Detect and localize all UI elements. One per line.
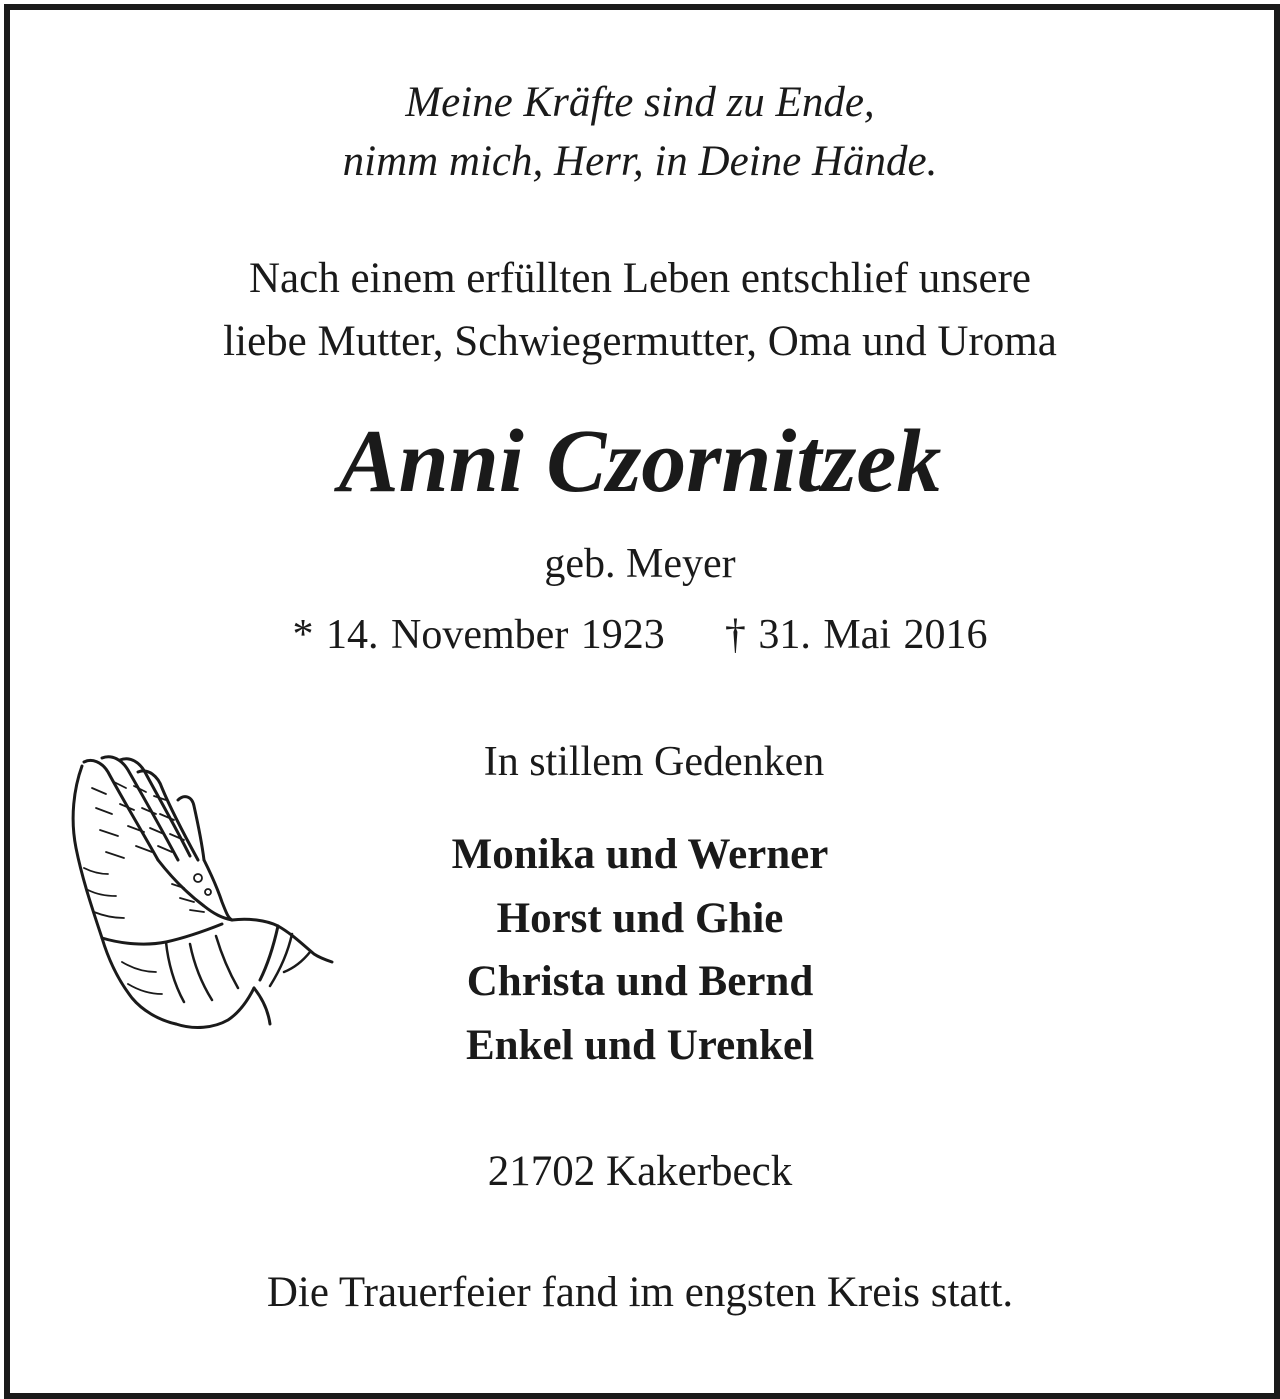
intro-line-2: liebe Mutter, Schwiegermutter, Oma und Uroma (223, 318, 1057, 365)
mourner-3: Christa und Bernd (466, 958, 814, 1005)
mourner-2: Horst und Ghie (496, 895, 784, 942)
place: 21702 Kakerbeck (487, 1148, 793, 1195)
motto-line-2: nimm mich, Herr, in Deine Hände. (342, 138, 938, 185)
deceased-name: Anni Czornitzek (338, 412, 942, 511)
mourner-1: Monika und Werner (451, 831, 829, 878)
motto-line-1: Meine Kräfte sind zu Ende, (405, 79, 875, 126)
mourner-4: Enkel und Urenkel (465, 1022, 815, 1069)
closing-note: Die Trauerfeier fand im engsten Kreis statt. (266, 1269, 1014, 1316)
memory-phrase: In stillem Gedenken (483, 739, 825, 785)
intro-line-1: Nach einem erfüllten Leben entschlief unsere (249, 255, 1031, 302)
birth-date: * 14. November 1923 (292, 612, 665, 658)
death-date: † 31. Mai 2016 (724, 612, 988, 658)
life-dates (0, 611, 1280, 659)
maiden-name: geb. Meyer (544, 541, 736, 587)
praying-hands-icon (62, 748, 334, 1048)
